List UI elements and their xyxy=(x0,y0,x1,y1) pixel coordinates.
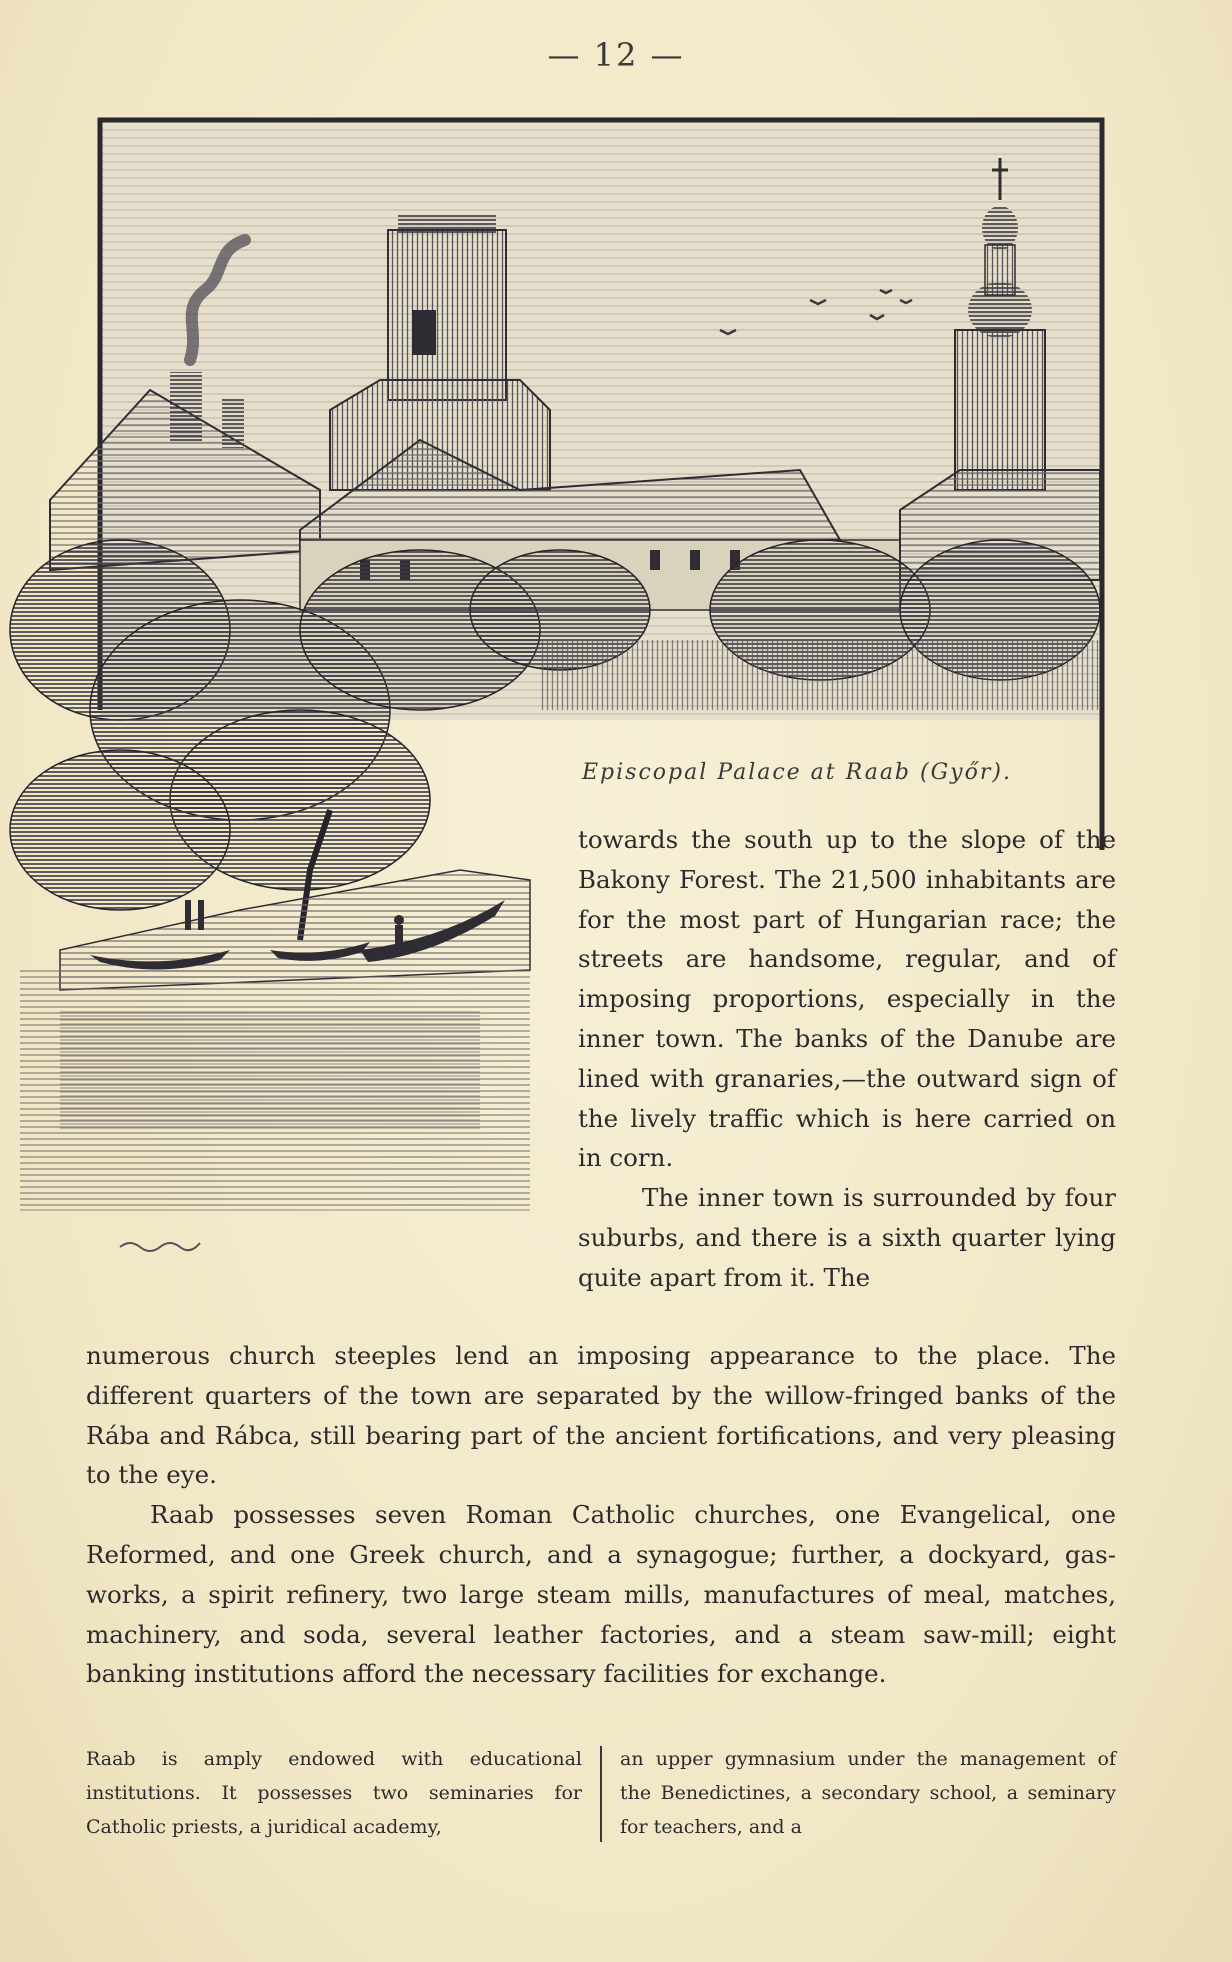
paragraph-wrap-2: The inner town is surrounded by four suburbs, and there is a sixth quarter lying quite apart from it. The xyxy=(578,1183,1116,1292)
page-number: — 12 — xyxy=(547,36,685,74)
paragraph-full-2: Raab possesses seven Roman Catholic churches, one Evangelical, one Reformed, and one Greek church, and a synagogue; further, a dockyard, gas-works, a spirit refinery, two large steam mills, manufactures of meal, matches, machinery, and soda, several leather factories, and a steam saw-mill; eight banking institutions afford the necessary facilities for exchange. xyxy=(86,1500,1116,1689)
full-width-text-block xyxy=(86,1336,1116,1694)
paragraph-wrap-1: towards the south up to the slope of the Bakony Forest. The 21,500 inhabitants are for the most part of Hungarian race; the streets are handsome, regular, and of imposing proportions, especially in the inner town. The banks of the Danube are lined with granaries,—the outward sign of the lively traffic which is here carried on in corn. xyxy=(578,825,1116,1173)
illustration-caption: Episcopal Palace at Raab (Győr). xyxy=(582,760,1012,785)
paragraph-full-1: numerous church steeples lend an imposing appearance to the place. The different quarters of the town are separated by the willow-fringed banks of the Rába and Rábca, still bearing part of the ancient fortifications, and very pleasing to the eye. xyxy=(86,1341,1116,1490)
wrapped-text-block xyxy=(578,820,1116,1298)
footnote-column-right: an upper gymnasium under the management of the Benedictines, a secondary school, a seminary for teachers, and a xyxy=(620,1748,1116,1838)
footnote-columns xyxy=(86,1742,1116,1852)
footnote-column-left: Raab is amply endowed with educational institutions. It possesses two seminaries for Catholic priests, a juridical academy, xyxy=(86,1748,582,1838)
column-divider xyxy=(600,1746,602,1842)
